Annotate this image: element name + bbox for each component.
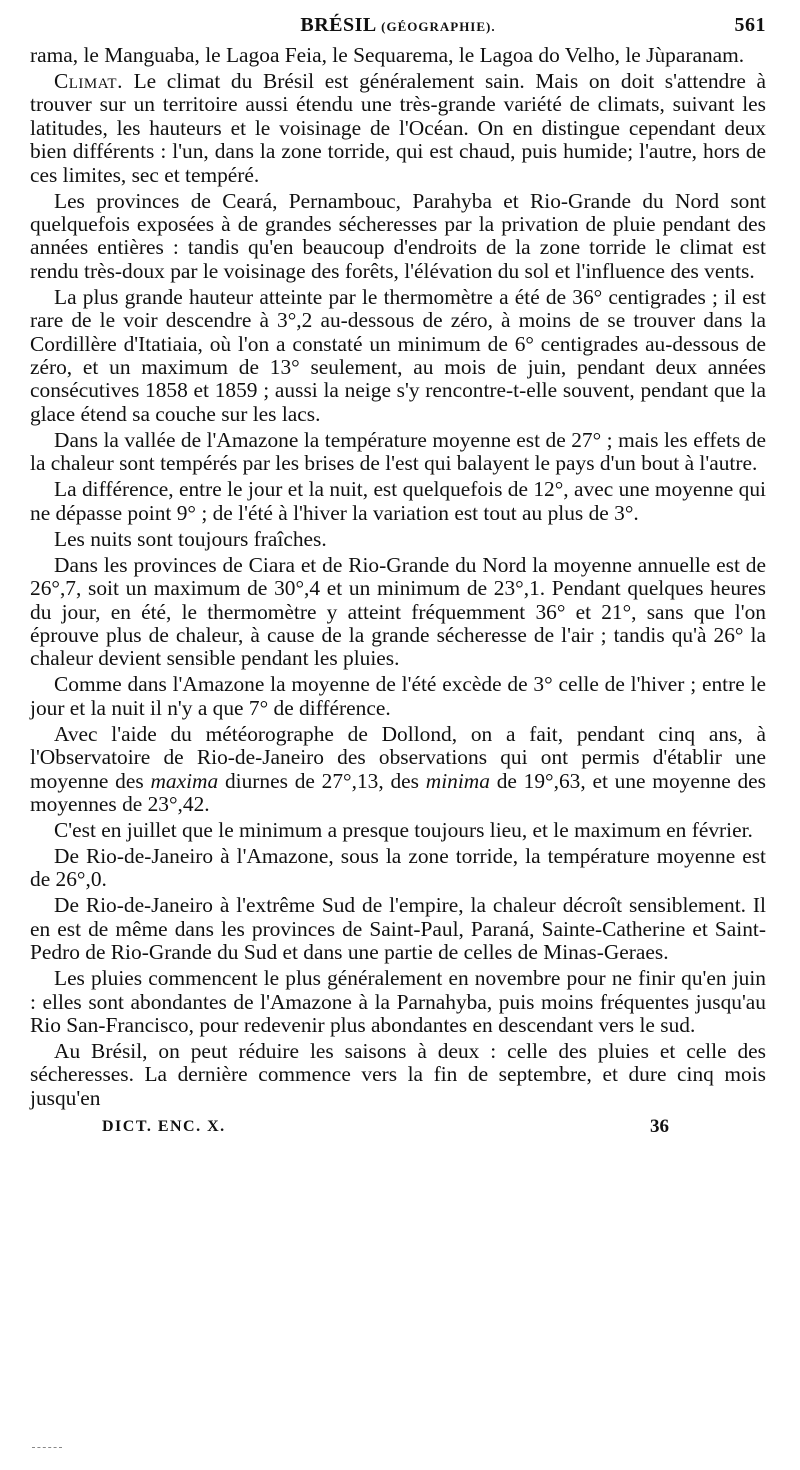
running-header: [30, 14, 766, 44]
paragraph: La plus grande hauteur atteinte par le thermomètre a été de 36° centigrades ; il est rare de le voir descendre à 3°,2 au-dessous de zéro, à moins de se trouver dans la Cordillère d'Itatiaia, où l'on a constaté un minimum de 6° centigrades au-dessous de zéro, et un maximum de 13° seulement, au mois de juin, pendant deux années consécutives 1858 et 1859 ; aussi la neige s'y rencontre-t-elle souvent, pendant que la glace étend sa couche sur les lacs.: [30, 284, 766, 426]
paragraph: Les provinces de Ceará, Pernambouc, Parahyba et Rio-Grande du Nord sont quelquefois exposées à de grandes sécheresses par la privation de pluie pendant des années entières : tandis qu'en beaucoup d'endroits de la zone torride le climat est rendu très-doux par le voisinage des forêts, l'élévation du sol et l'influence des vents.: [30, 188, 766, 283]
paragraph-climat: [30, 70, 766, 187]
running-title-sub: (GÉOGRAPHIE).: [381, 19, 496, 34]
running-title-main: BRÉSIL: [300, 14, 376, 36]
paragraph: Dans la vallée de l'Amazone la température moyenne est de 27° ; mais les effets de la chaleur sont tempérés par les brises de l'est qui balayent le pays d'un bout à l'autre.: [30, 427, 766, 476]
paragraph: Au Brésil, on peut réduire les saisons à deux : celle des pluies et celle des sécheresses. La dernière commence vers la fin de septembre, et dure cinq mois jusqu'en: [30, 1038, 766, 1110]
paragraph: Les nuits sont toujours fraîches.: [54, 526, 327, 551]
bottom-rule: [32, 1447, 62, 1448]
italic-term: minima: [425, 768, 490, 793]
article-body: [30, 44, 766, 1110]
text-run: Avec l'aide du météorographe de Dollond, on a fait, pendant cinq ans, à l'Observatoire de Rio-de-Janeiro des observations qui ont permis d'établir une moyenne des: [30, 721, 766, 793]
paragraph-climat-text: Le climat du Brésil est généralement sain. Mais on doit s'attendre à trouver sur un territoire aussi étendu une très-grande variété de climats, suivant les latitudes, les hauteurs et le voisinage de l'Océan. On en distingue cependant deux bien différents : l'un, dans la zone torride, qui est chaud, puis humide; l'autre, hors de ces limites, sec et tempéré.: [30, 69, 766, 187]
text-run: de 19°,63, et une moyenne des moyennes de 23°,42.: [30, 768, 766, 816]
printer-signature: DICT. ENC. X.: [102, 1118, 226, 1136]
paragraph: Les pluies commencent le plus généralement en novembre pour ne finir qu'en juin : elles sont abondantes de l'Amazone à la Parnahyba, puis moins fréquentes jusqu'au Rio San-Francisco, pour redevenir plus abondantes en descendant vers le sud.: [30, 966, 766, 1037]
page-footer: [30, 1116, 766, 1144]
paragraph: De Rio-de-Janeiro à l'extrême Sud de l'empire, la chaleur décroît sensiblement. Il en est de même dans les provinces de Saint-Paul, Paraná, Sainte-Catherine et Saint-Pedro de Rio-Grande du Sud et dans une partie de celles de Minas-Geraes.: [30, 893, 766, 965]
italic-term: maxima: [150, 768, 219, 793]
paragraph: Comme dans l'Amazone la moyenne de l'été excède de 3° celle de l'hiver ; entre le jour et la nuit il n'y a que 7° de différence.: [30, 672, 766, 720]
signature-number: 36: [650, 1116, 669, 1138]
page-number: 561: [734, 14, 766, 36]
document-page: [30, 14, 766, 1144]
running-title: [30, 14, 766, 37]
text-run: diurnes de 27°,13, des: [218, 768, 426, 793]
paragraph-continuation: rama, le Manguaba, le Lagoa Feia, le Sequarema, le Lagoa do Velho, le Jùparanam.: [30, 43, 745, 67]
paragraph: La différence, entre le jour et la nuit, est quelquefois de 12°, avec une moyenne qui ne dépasse point 9° ; de l'été à l'hiver la variation est tout au plus de 3°.: [30, 477, 766, 525]
paragraph: C'est en juillet que le minimum a presque toujours lieu, et le maximum en février.: [54, 817, 753, 842]
paragraph: Dans les provinces de Ciara et de Rio-Grande du Nord la moyenne annuelle est de 26°,7, soit un maximum de 30°,4 et un minimum de 23°,1. Pendant quelques heures du jour, en été, le thermomètre y atteint fréquemment 36° et 21°, sans que l'on éprouve plus de chaleur, à cause de la grande sécheresse de l'air ; tandis qu'à 26° la chaleur devient sensible pendant les pluies.: [30, 552, 766, 671]
paragraph: De Rio-de-Janeiro à l'Amazone, sous la zone torride, la température moyenne est de 26°,0.: [30, 843, 766, 892]
paragraph-meteorographe: [30, 723, 766, 817]
section-heading-climat: Climat.: [54, 69, 123, 93]
